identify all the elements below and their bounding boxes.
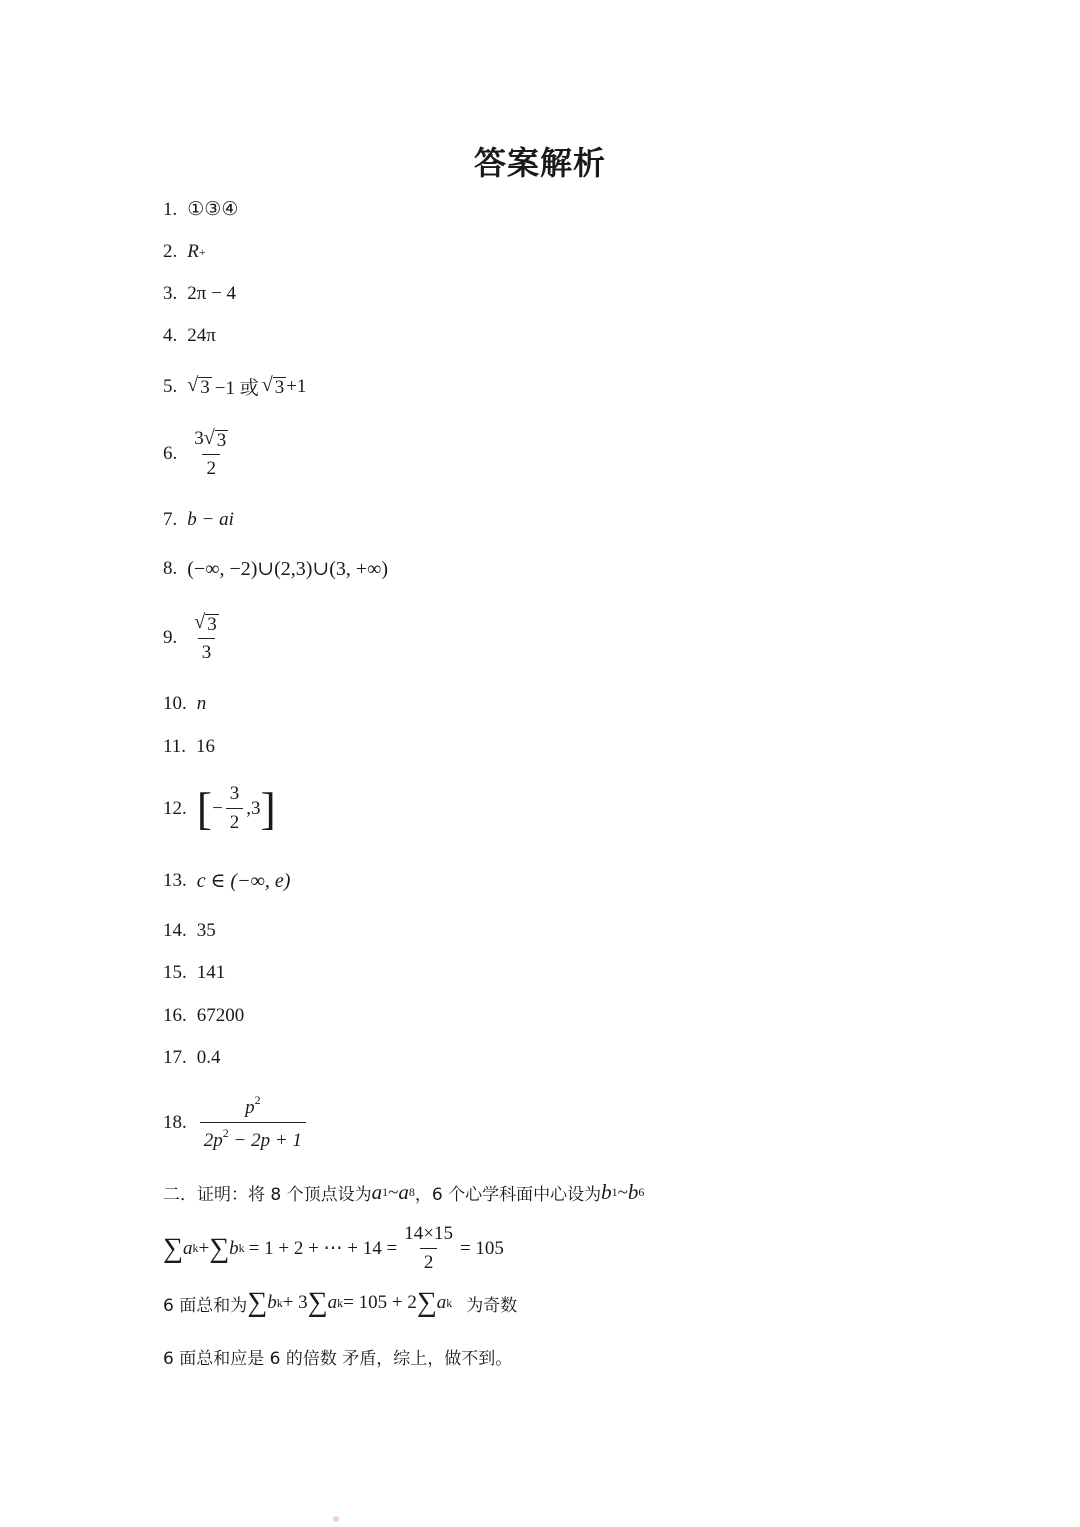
answer-text: +1: [286, 375, 307, 397]
answer-12: [163, 783, 276, 834]
answer-value: c ∈ (−∞, e): [196, 870, 291, 892]
answer-10: [163, 693, 206, 715]
proof-equation: ∑ a k + ∑ b k = 1 + 2 + ⋯ + 14 = $\frac{14\times 15}{2}$ = 105: [163, 1223, 504, 1273]
answer-number: 10.: [163, 693, 187, 714]
answer-number: 11.: [163, 736, 187, 757]
answer-16: [163, 1005, 244, 1027]
answer-number: 18.: [163, 1111, 187, 1133]
answer-value: 141: [196, 962, 226, 983]
fraction: $\frac{p^2}{2p^2 - 2p + 1}$: [200, 1093, 306, 1152]
answer-5: [163, 373, 306, 400]
answer-number: 1.: [163, 198, 178, 220]
answer-number: 13.: [163, 869, 187, 891]
proof-line-4: 6 面总和应是 6 的倍数 矛盾，综上，做不到。: [163, 1349, 513, 1369]
left-bracket: [: [196, 782, 213, 834]
answer-value: (−∞, −2)∪(2,3)∪(3, +∞): [187, 558, 389, 580]
right-bracket: ]: [260, 782, 276, 834]
answer-number: 12.: [163, 797, 187, 819]
answer-value: 35: [196, 920, 216, 941]
proof-mid: ，6 个心学科面中心设为: [414, 1185, 602, 1205]
page-title: 答案解析: [473, 144, 606, 182]
answer-2: [163, 241, 206, 263]
minus-sign: −: [212, 797, 223, 819]
answer-number: 16.: [163, 1005, 187, 1026]
answer-11: [163, 736, 215, 758]
fraction: $\frac{14\times 15}{2}$: [404, 1223, 453, 1273]
fraction: √ 3 3: [194, 611, 217, 663]
superscript: +: [198, 244, 206, 259]
answer-value: 24π: [187, 325, 216, 346]
sqrt-expression: √ 3: [261, 374, 285, 399]
answer-number: 3.: [163, 283, 178, 304]
answer-7: [163, 509, 234, 531]
answer-number: 17.: [163, 1047, 187, 1068]
answer-value: 16: [196, 736, 216, 757]
answer-9: [163, 612, 226, 664]
answer-17: [163, 1047, 221, 1069]
answer-value: 2π − 4: [187, 283, 237, 304]
fraction: $\frac{3}{2}$: [226, 783, 244, 834]
answer-13: [163, 868, 290, 893]
answer-value: ①③④: [187, 199, 239, 220]
answer-value: 67200: [196, 1005, 245, 1026]
fraction: 3 √ 3 2: [194, 427, 227, 479]
answer-text: ,3: [246, 797, 261, 819]
answer-number: 8.: [163, 557, 178, 579]
answer-14: [163, 920, 216, 942]
answer-number: 15.: [163, 962, 187, 983]
answer-value: n: [196, 693, 207, 714]
answer-6: [163, 428, 235, 480]
answer-8: [163, 556, 388, 581]
answer-number: 14.: [163, 920, 187, 941]
answer-number: 5.: [163, 375, 178, 397]
proof-intro: 二．证明：将 8 个顶点设为: [163, 1185, 372, 1205]
answer-18: [163, 1093, 309, 1152]
answer-text: −1 或: [214, 378, 259, 399]
proof-line-1: 二．证明：将 8 个顶点设为 a 1 ~ a 8 ，6 个心学科面中心设为 b 1 ~ b 6: [163, 1180, 645, 1205]
sqrt-expression: √ 3: [187, 374, 210, 399]
ink-speck: [333, 1516, 339, 1522]
answer-15: [163, 962, 225, 984]
answer-number: 7.: [163, 509, 178, 530]
answer-number: 2.: [163, 241, 178, 262]
answer-number: 9.: [163, 626, 178, 648]
answer-1: [163, 198, 238, 221]
answer-number: 6.: [163, 442, 178, 464]
proof-line-3: 6 面总和为 ∑ b k + 3 ∑ a k = 105 + 2 ∑ a k 为奇数: [163, 1287, 518, 1318]
answer-value: R: [187, 241, 199, 262]
answer-3: [163, 283, 236, 305]
answer-value: 0.4: [196, 1047, 221, 1068]
answer-value: b − ai: [187, 509, 234, 530]
answer-4: [163, 325, 216, 347]
answer-number: 4.: [163, 325, 178, 346]
